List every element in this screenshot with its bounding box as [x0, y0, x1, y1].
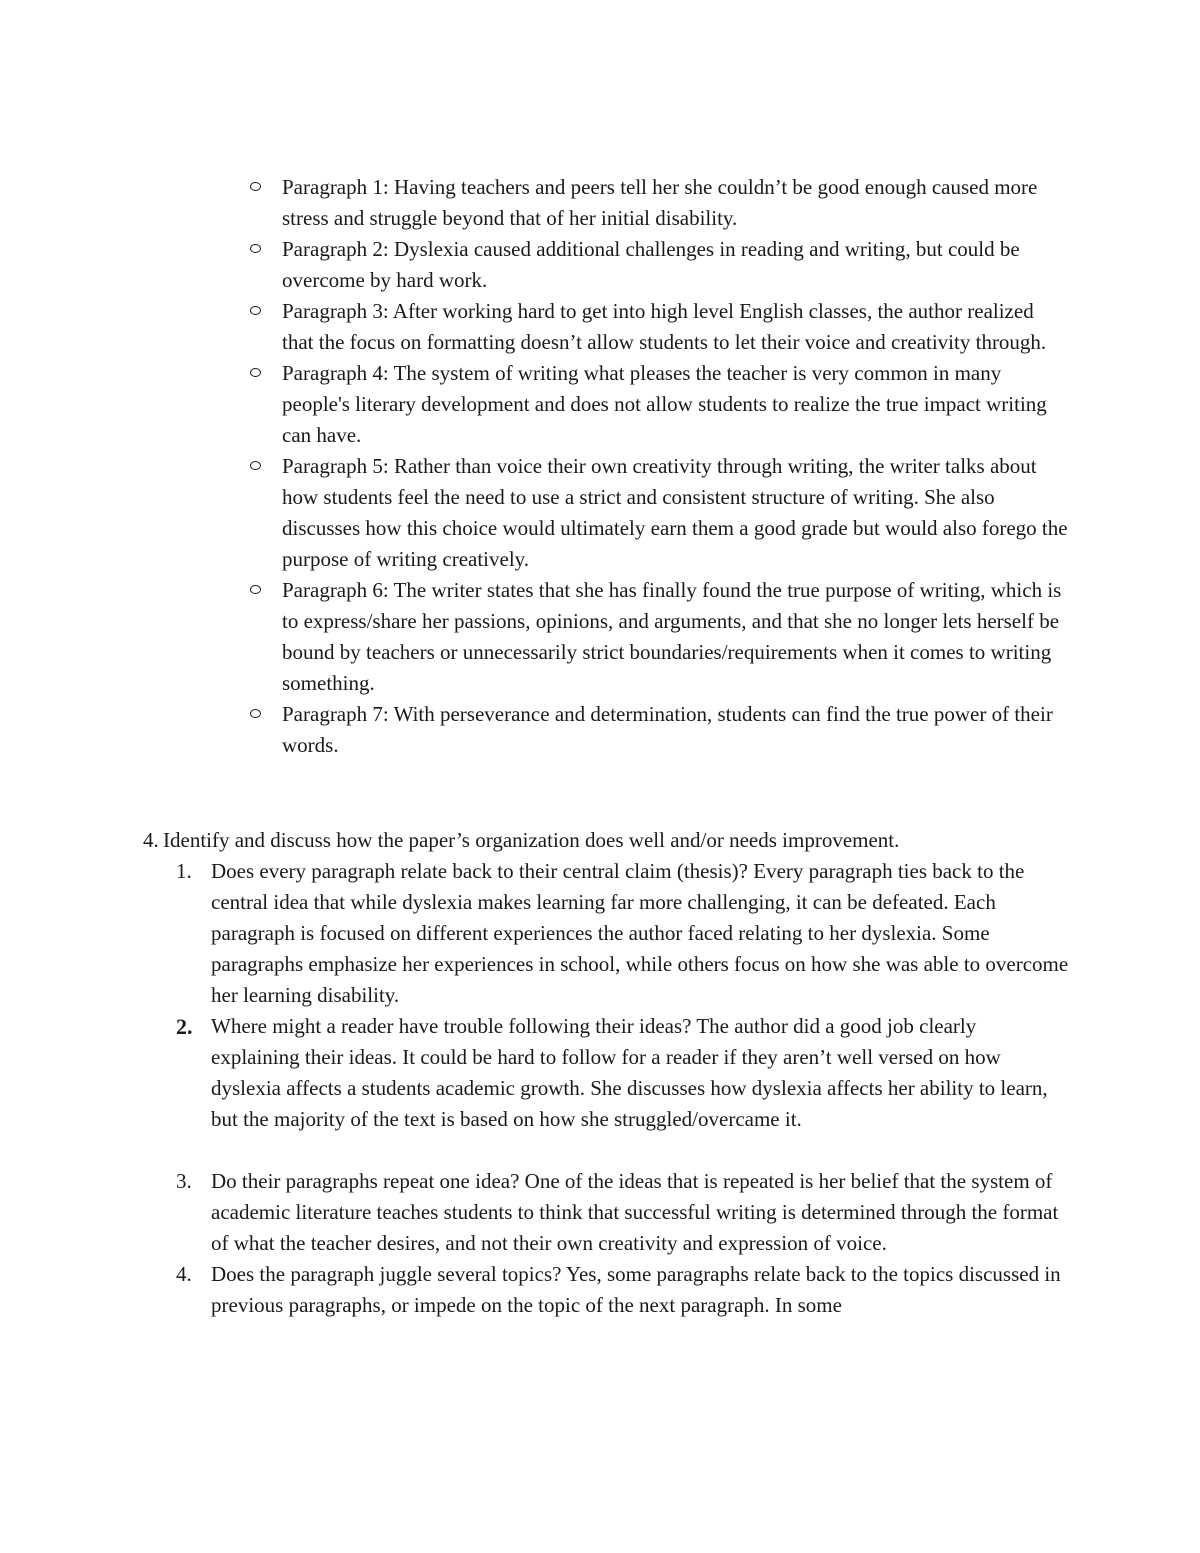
question-number: 4. [143, 828, 159, 852]
list-item [0, 234, 1200, 296]
hollow-bullet-icon [250, 709, 261, 718]
hollow-bullet-icon [250, 585, 261, 594]
paragraph-summary-list [0, 172, 1200, 761]
hollow-bullet-icon [250, 306, 261, 315]
item-text: Where might a reader have trouble following their ideas? The author did a good job clearly explaining their ideas. It could be hard to follow for a reader if they aren’t well versed on how dyslexia affects a students academic growth. She discusses how dyslexia affects her ability to learn, but the majority of the text is based on how she struggled/overcame it. [211, 1014, 1048, 1131]
item-number: 1. [176, 859, 192, 883]
hollow-bullet-icon [250, 461, 261, 470]
list-item [0, 172, 1200, 234]
item-number: 2. [176, 1014, 193, 1039]
list-item-text: Paragraph 5: Rather than voice their own creativity through writing, the writer talks about how students feel the need to use a strict and consistent structure of writing. She also discusses how this choice would ultimately earn them a good grade but would also forego the purpose of writing creatively. [282, 454, 1068, 571]
list-item [0, 358, 1200, 451]
hollow-bullet-icon [250, 244, 261, 253]
list-item [0, 451, 1200, 575]
item-number: 4. [176, 1262, 192, 1286]
list-item-text: Paragraph 4: The system of writing what pleases the teacher is very common in many people's literary development and does not allow students to realize the true impact writing can have. [282, 361, 1047, 447]
list-item-text: Paragraph 1: Having teachers and peers tell her she couldn’t be good enough caused more stress and struggle beyond that of her initial disability. [282, 175, 1038, 230]
numbered-item [0, 1259, 1200, 1321]
blank-line [0, 1135, 1200, 1166]
list-item-text: Paragraph 7: With perseverance and determination, students can find the true power of their words. [282, 702, 1053, 757]
list-item-text: Paragraph 3: After working hard to get into high level English classes, the author realized that the focus on formatting doesn’t allow students to let their voice and creativity through. [282, 299, 1047, 354]
hollow-bullet-icon [250, 182, 261, 191]
question-heading [143, 825, 1093, 856]
numbered-answer-list [0, 856, 1200, 1321]
numbered-item [0, 856, 1200, 1011]
list-item-text: Paragraph 2: Dyslexia caused additional challenges in reading and writing, but could be overcome by hard work. [282, 237, 1020, 292]
list-item-text: Paragraph 6: The writer states that she has finally found the true purpose of writing, which is to express/share her passions, opinions, and arguments, and that she no longer lets herself be bound by teachers or unnecessarily strict boundaries/requirements when it comes to writing something. [282, 578, 1062, 695]
numbered-item [0, 1166, 1200, 1259]
item-text: Does every paragraph relate back to their central claim (thesis)? Every paragraph ties back to the central idea that while dyslexia makes learning far more challenging, it can be defeated. Each paragraph is focused on different experiences the author faced relating to her dyslexia. Some paragraphs emphasize her experiences in school, while others focus on how she was able to overcome her learning disability. [211, 859, 1069, 1007]
list-item [0, 575, 1200, 699]
hollow-bullet-icon [250, 368, 261, 377]
item-text: Does the paragraph juggle several topics? Yes, some paragraphs relate back to the topics discussed in previous paragraphs, or impede on the topic of the next paragraph. In some [211, 1262, 1061, 1317]
numbered-item [0, 1011, 1200, 1135]
question-text: Identify and discuss how the paper’s organization does well and/or needs improvement. [163, 828, 900, 852]
item-text: Do their paragraphs repeat one idea? One of the ideas that is repeated is her belief that the system of academic literature teaches students to think that successful writing is determined through the format of what the teacher desires, and not their own creativity and expression of voice. [211, 1169, 1059, 1255]
list-item [0, 699, 1200, 761]
list-item [0, 296, 1200, 358]
item-number: 3. [176, 1169, 192, 1193]
